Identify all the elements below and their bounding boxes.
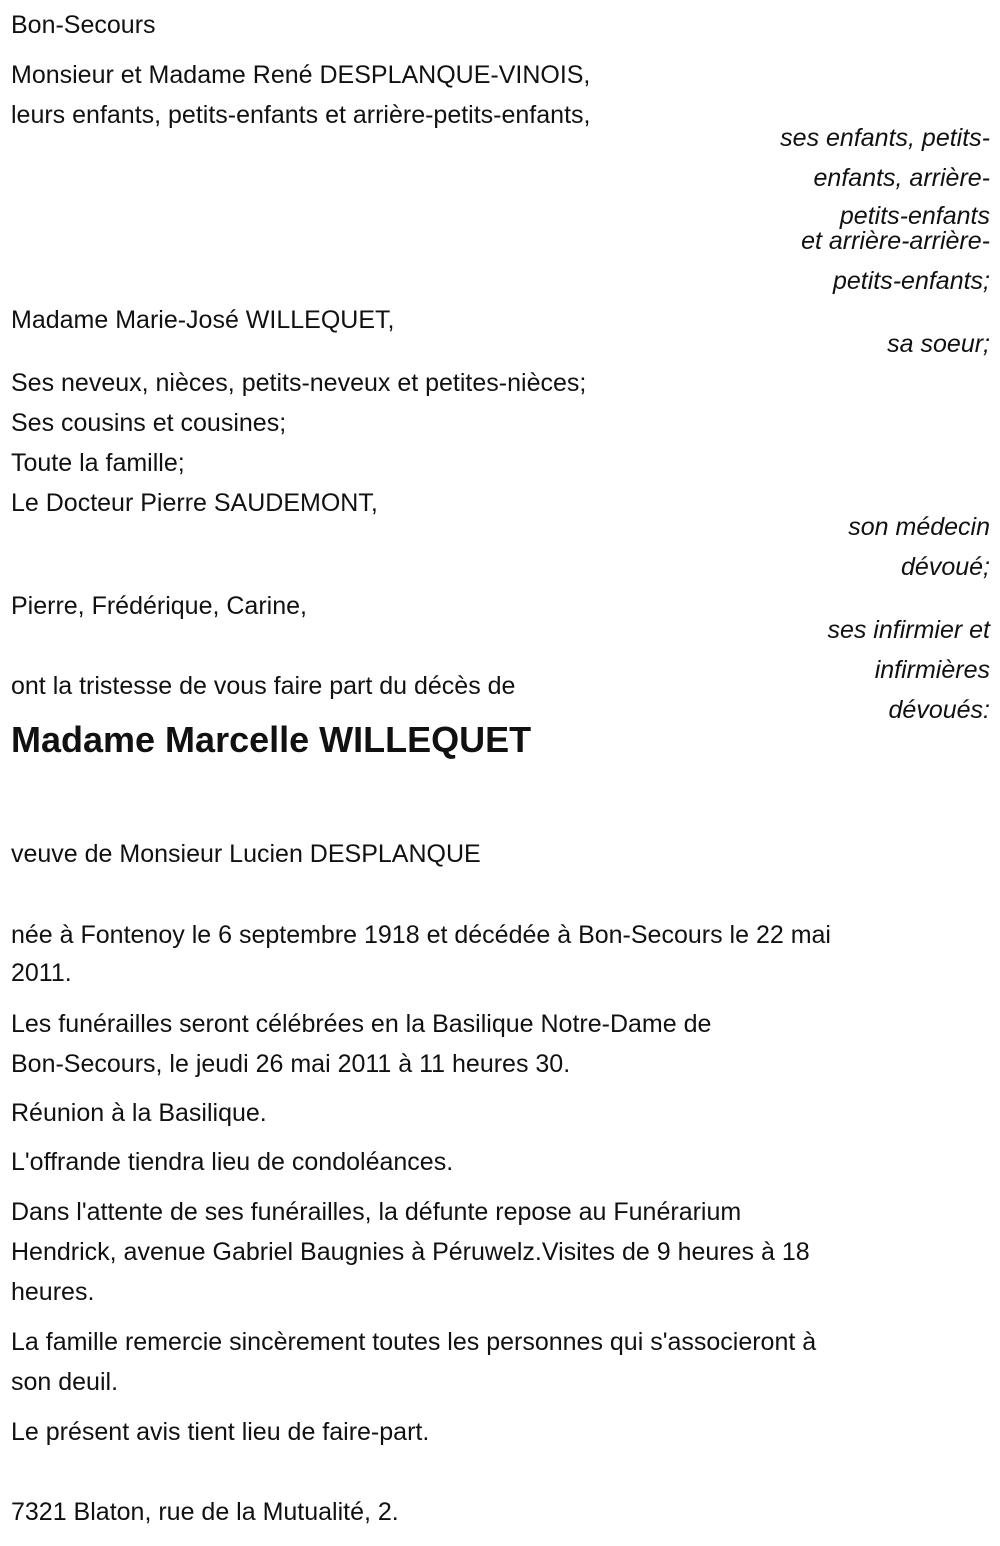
family-name: Pierre, Frédérique, Carine, xyxy=(11,592,307,620)
paragraph-line: Bon-Secours, le jeudi 26 mai 2011 à 11 heures 30. xyxy=(11,1050,571,1078)
family-line: Le Docteur Pierre SAUDEMONT, xyxy=(11,489,378,517)
relation: ses enfants, petits- xyxy=(780,124,990,152)
paragraph-line: son deuil. xyxy=(11,1368,119,1396)
widow-of: veuve de Monsieur Lucien DESPLANQUE xyxy=(11,840,481,868)
paragraph-line: Le présent avis tient lieu de faire-part. xyxy=(11,1418,430,1446)
relation: sa soeur; xyxy=(887,330,990,358)
relation: petits-enfants; xyxy=(832,267,990,295)
paragraph-line: L'offrande tiendra lieu de condoléances. xyxy=(11,1148,454,1176)
family-line: Ses neveux, nièces, petits-neveux et petites-nièces; xyxy=(11,369,587,397)
announcement: ont la tristesse de vous faire part du décès de xyxy=(11,672,516,700)
paragraph-line: Réunion à la Basilique. xyxy=(11,1099,267,1127)
relation: son médecin xyxy=(848,513,990,541)
address: 7321 Blaton, rue de la Mutualité, 2. xyxy=(11,1498,399,1526)
paragraph-line: Les funérailles seront célébrées en la Basilique Notre-Dame de xyxy=(11,1010,712,1038)
relation: enfants, arrière- xyxy=(813,164,990,192)
relation: dévoués: xyxy=(888,696,990,724)
relation: infirmières xyxy=(874,656,990,684)
family-name: Monsieur et Madame René DESPLANQUE-VINOIS, xyxy=(11,61,591,89)
relation: petits-enfants xyxy=(839,202,990,230)
relation: et arrière-arrière- xyxy=(801,227,990,255)
paragraph-line: Hendrick, avenue Gabriel Baugnies à Péruwelz.Visites de 9 heures à 18 xyxy=(11,1238,810,1266)
family-name: leurs enfants, petits-enfants et arrière-petits-enfants, xyxy=(11,101,591,129)
place: Bon-Secours xyxy=(11,11,156,39)
paragraph-line: heures. xyxy=(11,1278,95,1306)
family-name: Madame Marie-José WILLEQUET, xyxy=(11,306,395,334)
relation: dévoué; xyxy=(901,553,990,581)
paragraph-line: Dans l'attente de ses funérailles, la défunte repose au Funérarium xyxy=(11,1198,742,1226)
paragraph-line: 2011. xyxy=(11,959,72,987)
family-line: Toute la famille; xyxy=(11,449,185,477)
paragraph-line: La famille remercie sincèrement toutes les personnes qui s'associeront à xyxy=(11,1328,817,1356)
family-line: Ses cousins et cousines; xyxy=(11,409,287,437)
deceased-name: Madame Marcelle WILLEQUET xyxy=(11,719,532,760)
paragraph-line: née à Fontenoy le 6 septembre 1918 et décédée à Bon-Secours le 22 mai xyxy=(11,921,831,949)
relation: ses infirmier et xyxy=(827,616,990,644)
